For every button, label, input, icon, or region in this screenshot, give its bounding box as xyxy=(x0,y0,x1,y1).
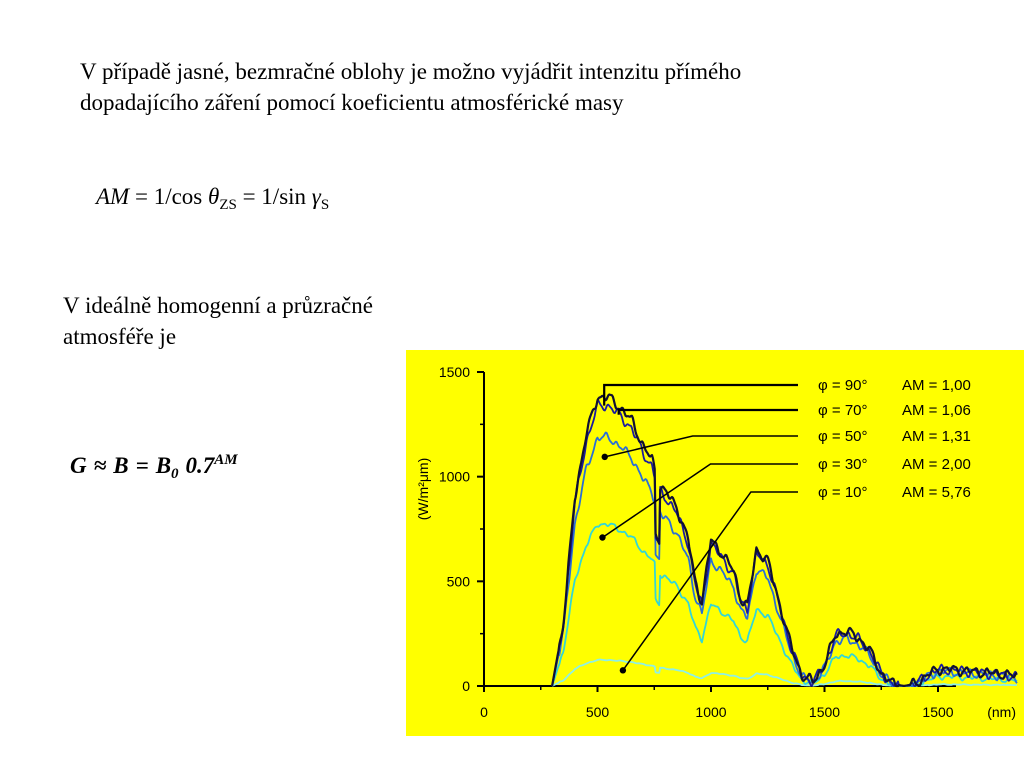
leader-dot xyxy=(620,667,626,673)
y-tick-label: 1000 xyxy=(438,468,470,485)
legend-leader-line xyxy=(604,385,798,406)
chart-svg xyxy=(406,350,1024,736)
legend-angle-label: φ = 30° xyxy=(818,456,868,473)
legend-angle-label: φ = 70° xyxy=(818,402,868,419)
x-tick-label: 0 xyxy=(480,704,488,720)
y-tick-label: 0 xyxy=(462,678,470,694)
leader-dot xyxy=(602,454,608,460)
formula-b0-subscript: 0 xyxy=(171,466,179,482)
note-line-1: V ideálně homogenní a průzračné xyxy=(63,293,373,318)
legend-am-label: AM = 1,00 xyxy=(902,377,971,394)
formula-equals-symbol: = xyxy=(135,453,149,478)
intro-line-2: dopadajícího záření pomocí koeficientu atmosférické masy xyxy=(80,90,624,115)
legend-leader-line xyxy=(605,436,798,457)
legend-angle-label: φ = 10° xyxy=(818,484,868,501)
atmosphere-note xyxy=(63,290,513,352)
legend-am-label: AM = 1,06 xyxy=(902,402,971,419)
y-axis-label: (W/m²μm) xyxy=(415,457,431,521)
formula-cos-part: = 1/cos xyxy=(129,184,208,209)
x-tick-label: 1500 xyxy=(808,704,841,720)
legend-am-label: AM = 2,00 xyxy=(902,456,971,473)
formula-exponent: AM xyxy=(214,452,238,468)
x-axis-label: (nm) xyxy=(987,704,1016,720)
intro-paragraph xyxy=(80,56,1000,118)
air-mass-formula xyxy=(96,184,329,214)
formula-approx-symbol: ≈ xyxy=(93,453,107,478)
formula-coefficient: 0.7 xyxy=(185,453,215,478)
y-tick-label: 500 xyxy=(446,573,470,590)
formula-theta-subscript: ZS xyxy=(219,197,237,213)
x-tick-label: 1000 xyxy=(695,704,727,720)
legend-leader-line xyxy=(619,410,798,415)
legend-angle-label: φ = 50° xyxy=(818,428,868,445)
intro-line-1: V případě jasné, bezmračné oblohy je možno vyjádřit intenzitu přímého xyxy=(80,59,742,84)
legend-am-label: AM = 5,76 xyxy=(902,484,971,501)
formula-b0-symbol: B xyxy=(155,453,172,478)
note-line-2: atmosféře je xyxy=(63,324,177,349)
formula-b-symbol: B xyxy=(113,453,129,478)
formula-gamma-symbol: γ xyxy=(311,184,321,209)
solar-spectrum-chart xyxy=(406,350,1024,736)
formula-theta-symbol: θ xyxy=(208,184,220,209)
x-tick-label: 500 xyxy=(585,704,610,720)
legend-leader-line xyxy=(603,464,799,538)
irradiance-formula xyxy=(70,452,238,483)
leader-dot xyxy=(599,534,605,540)
y-tick-label: 1500 xyxy=(438,364,470,380)
legend-angle-label: φ = 90° xyxy=(818,377,868,394)
formula-gamma-subscript: S xyxy=(320,197,330,213)
formula-am-symbol: AM xyxy=(96,184,130,209)
legend-am-label: AM = 1,31 xyxy=(902,428,971,445)
formula-sin-part: = 1/sin xyxy=(236,184,312,209)
x-tick-label: 1500 xyxy=(922,704,954,720)
formula-g-symbol: G xyxy=(70,453,87,478)
